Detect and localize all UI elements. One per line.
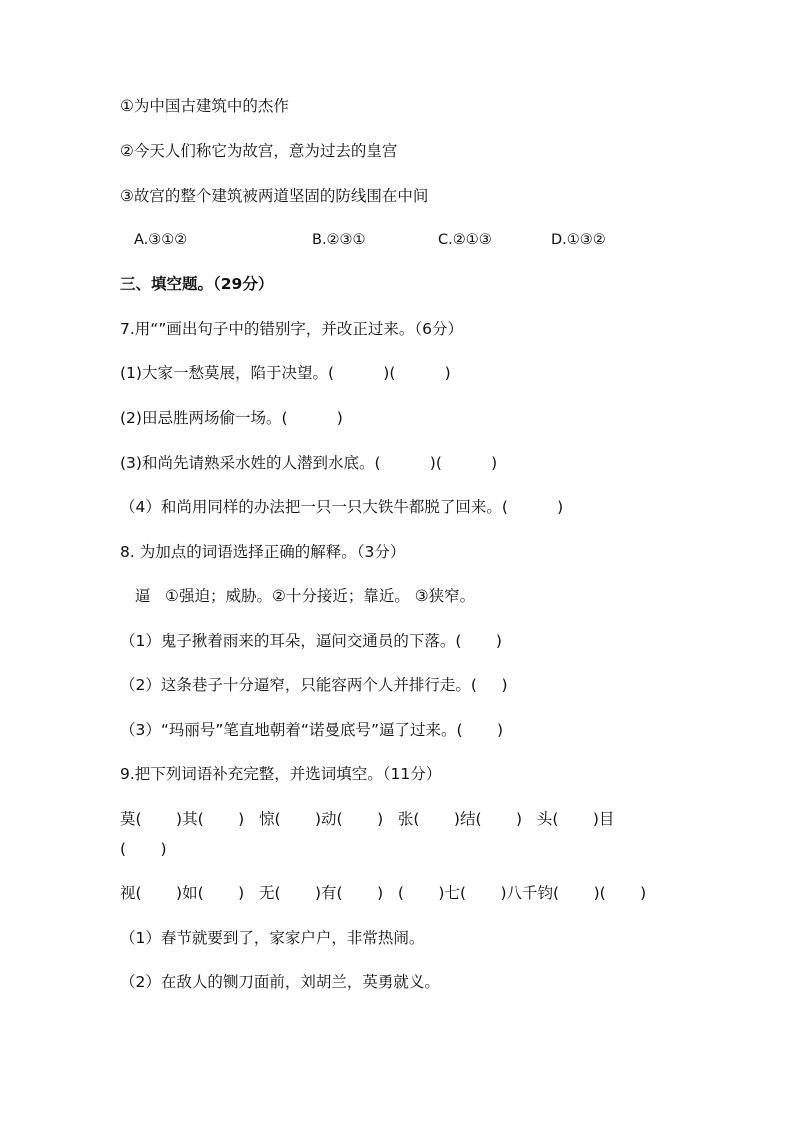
question-7: 7.用“”画出句子中的错别字，并改正过来。（6分） (120, 320, 463, 338)
question-8-definitions: 逼 ①强迫；威胁。②十分接近；靠近。 ③狭窄。 (120, 587, 476, 605)
question-7-item-2: (2)田忌胜两场偷一场。( ) (120, 409, 343, 427)
sentence-2: ②今天人们称它为故宫，意为过去的皇宫 (120, 142, 398, 160)
question-9-row-2: 视( )如( ) 无( )有( ) ( )七( )八千钧( )( ) (120, 884, 647, 902)
option-a: A.③①② (134, 232, 188, 248)
option-d: D.①③② (551, 232, 606, 248)
question-7-item-3: (3)和尚先请熟采水姓的人潜到水底。( )( ) (120, 454, 498, 472)
question-8-item-3: （3）“玛丽号”笔直地朝着“诺曼底号”逼了过来。( ) (120, 721, 504, 739)
question-8: 8. 为加点的词语选择正确的解释。（3分） (120, 543, 406, 561)
question-9-item-2: （2）在敌人的铡刀面前，刘胡兰，英勇就义。 (120, 973, 440, 991)
question-9-row-1: 莫( )其( ) 惊( )动( ) 张( )结( ) 头( )目 (120, 810, 615, 828)
question-9-row-1-continued: ( ) (120, 840, 167, 858)
question-9-item-1: （1）春节就要到了，家家户户，非常热闹。 (120, 929, 425, 947)
question-8-item-1: （1）鬼子揪着雨来的耳朵，逼问交通员的下落。( ) (120, 632, 502, 650)
question-7-item-1: (1)大家一愁莫展，陷于决望。( )( ) (120, 364, 451, 382)
sentence-1: ①为中国古建筑中的杰作 (120, 97, 289, 115)
question-7-item-4: （4）和尚用同样的办法把一只一只大铁牛都脱了回来。( ) (120, 498, 564, 516)
sentence-3: ③故宫的整个建筑被两道坚固的防线围在中间 (120, 187, 429, 205)
section-heading-fill-blanks: 三、填空题。（29分） (120, 275, 274, 293)
option-c: C.②①③ (438, 232, 492, 248)
option-b: B.②③① (312, 232, 366, 248)
question-8-item-2: （2）这条巷子十分逼窄，只能容两个人并排行走。( ) (120, 676, 508, 694)
question-9: 9.把下列词语补充完整，并选词填空。（11分） (120, 765, 442, 783)
